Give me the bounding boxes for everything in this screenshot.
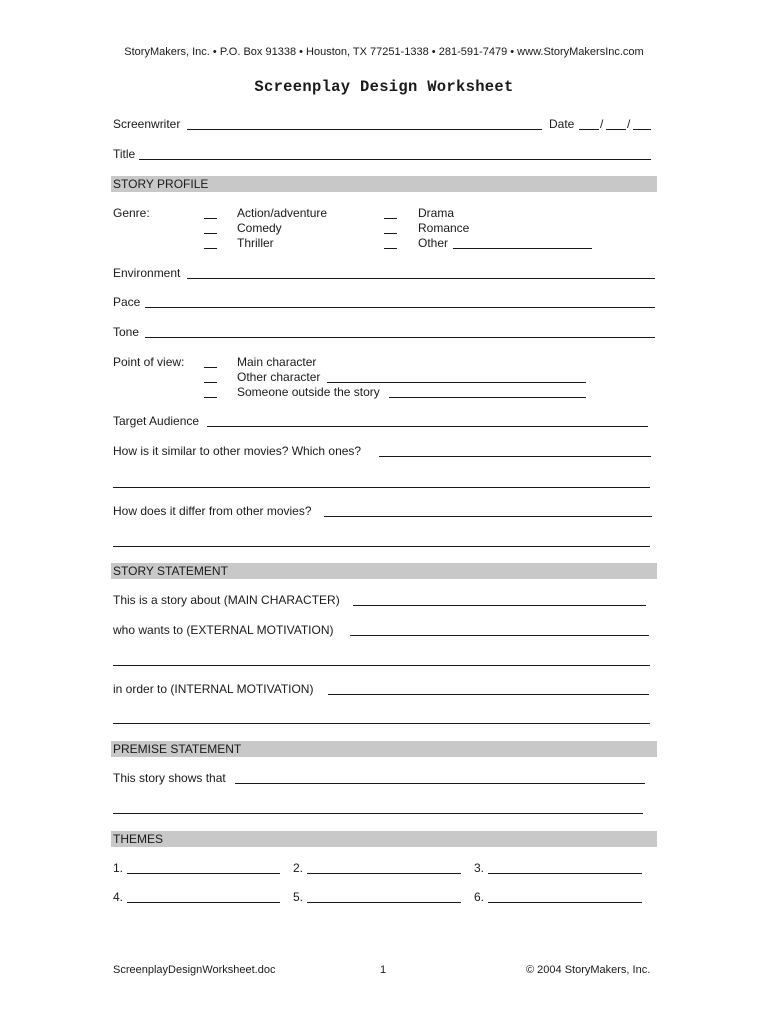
genre-option: Thriller bbox=[237, 236, 274, 250]
genre-option: Other bbox=[418, 236, 449, 250]
differ-line[interactable] bbox=[324, 516, 652, 517]
date-month-line[interactable] bbox=[579, 129, 599, 130]
similar-line[interactable] bbox=[379, 456, 651, 457]
premise-line-2[interactable] bbox=[113, 813, 643, 814]
checkbox-blank[interactable] bbox=[204, 237, 217, 249]
section-title: PREMISE STATEMENT bbox=[113, 742, 242, 756]
date-day-line[interactable] bbox=[606, 129, 626, 130]
theme-number: 4. bbox=[113, 890, 124, 904]
page-title: Screenplay Design Worksheet bbox=[254, 78, 514, 96]
section-title: THEMES bbox=[113, 832, 164, 846]
title-line[interactable] bbox=[139, 159, 651, 160]
date-year-line[interactable] bbox=[633, 129, 651, 130]
internal-motivation-label: in order to (INTERNAL MOTIVATION) bbox=[113, 682, 314, 696]
footer-copyright: © 2004 StoryMakers, Inc. bbox=[526, 964, 651, 976]
environment-line[interactable] bbox=[187, 278, 655, 279]
footer-filename: ScreenplayDesignWorksheet.doc bbox=[113, 964, 276, 976]
tone-label: Tone bbox=[113, 325, 140, 339]
screenwriter-line[interactable] bbox=[187, 129, 542, 130]
pov-option: Someone outside the story bbox=[237, 385, 380, 399]
checkbox-blank[interactable] bbox=[204, 371, 217, 383]
theme-line[interactable] bbox=[127, 873, 280, 874]
checkbox-blank[interactable] bbox=[384, 222, 397, 234]
footer-page-number: 1 bbox=[380, 964, 387, 976]
target-audience-label: Target Audience bbox=[113, 414, 200, 428]
internal-motivation-line[interactable] bbox=[328, 694, 649, 695]
checkbox-blank[interactable] bbox=[204, 222, 217, 234]
similar-line-2[interactable] bbox=[113, 487, 650, 488]
section-bar-premise-statement bbox=[111, 741, 657, 757]
genre-option: Romance bbox=[418, 221, 470, 235]
checkbox-blank[interactable] bbox=[204, 356, 217, 368]
section-bar-story-statement bbox=[111, 563, 657, 579]
tone-line[interactable] bbox=[145, 337, 655, 338]
theme-number: 6. bbox=[474, 890, 485, 904]
main-character-line[interactable] bbox=[353, 605, 646, 606]
theme-number: 2. bbox=[293, 861, 304, 875]
date-separator: / bbox=[627, 117, 631, 131]
pov-outside-line[interactable] bbox=[389, 397, 586, 398]
external-motivation-label: who wants to (EXTERNAL MOTIVATION) bbox=[113, 623, 334, 637]
differ-line-2[interactable] bbox=[113, 546, 650, 547]
external-motivation-line-2[interactable] bbox=[113, 665, 650, 666]
theme-line[interactable] bbox=[127, 902, 280, 903]
checkbox-blank[interactable] bbox=[204, 386, 217, 398]
pov-label: Point of view: bbox=[113, 355, 185, 369]
theme-number: 5. bbox=[293, 890, 304, 904]
section-title: STORY PROFILE bbox=[113, 177, 209, 191]
genre-label: Genre: bbox=[113, 206, 150, 220]
premise-line[interactable] bbox=[235, 783, 645, 784]
theme-line[interactable] bbox=[307, 873, 461, 874]
section-title: STORY STATEMENT bbox=[113, 564, 228, 578]
main-character-label: This is a story about (MAIN CHARACTER) bbox=[113, 593, 340, 607]
genre-option: Drama bbox=[418, 206, 455, 220]
pace-line[interactable] bbox=[145, 307, 655, 308]
title-label: Title bbox=[113, 147, 136, 161]
date-separator: / bbox=[600, 117, 604, 131]
genre-option: Action/adventure bbox=[237, 206, 328, 220]
genre-other-line[interactable] bbox=[453, 248, 592, 249]
genre-option: Comedy bbox=[237, 221, 282, 235]
premise-label: This story shows that bbox=[113, 771, 226, 785]
external-motivation-line[interactable] bbox=[350, 635, 649, 636]
contact-header: StoryMakers, Inc. • P.O. Box 91338 • Houston, TX 77251-1338 • 281-591-7479 • www.StoryMakersInc.com bbox=[124, 46, 644, 58]
theme-line[interactable] bbox=[488, 902, 642, 903]
similar-label: How is it similar to other movies? Which ones? bbox=[113, 444, 362, 458]
theme-number: 3. bbox=[474, 861, 485, 875]
pace-label: Pace bbox=[113, 295, 141, 309]
checkbox-blank[interactable] bbox=[384, 207, 397, 219]
theme-line[interactable] bbox=[307, 902, 461, 903]
section-bar-themes bbox=[111, 831, 657, 847]
theme-line[interactable] bbox=[488, 873, 642, 874]
environment-label: Environment bbox=[113, 266, 181, 280]
target-audience-line[interactable] bbox=[207, 426, 648, 427]
internal-motivation-line-2[interactable] bbox=[113, 723, 650, 724]
screenwriter-label: Screenwriter bbox=[113, 117, 181, 131]
pov-option: Main character bbox=[237, 355, 317, 369]
theme-number: 1. bbox=[113, 861, 124, 875]
checkbox-blank[interactable] bbox=[384, 237, 397, 249]
differ-label: How does it differ from other movies? bbox=[113, 504, 312, 518]
checkbox-blank[interactable] bbox=[204, 207, 217, 219]
section-bar-story-profile bbox=[111, 176, 657, 192]
pov-option: Other character bbox=[237, 370, 321, 384]
pov-other-line[interactable] bbox=[327, 382, 586, 383]
date-label: Date bbox=[549, 117, 575, 131]
